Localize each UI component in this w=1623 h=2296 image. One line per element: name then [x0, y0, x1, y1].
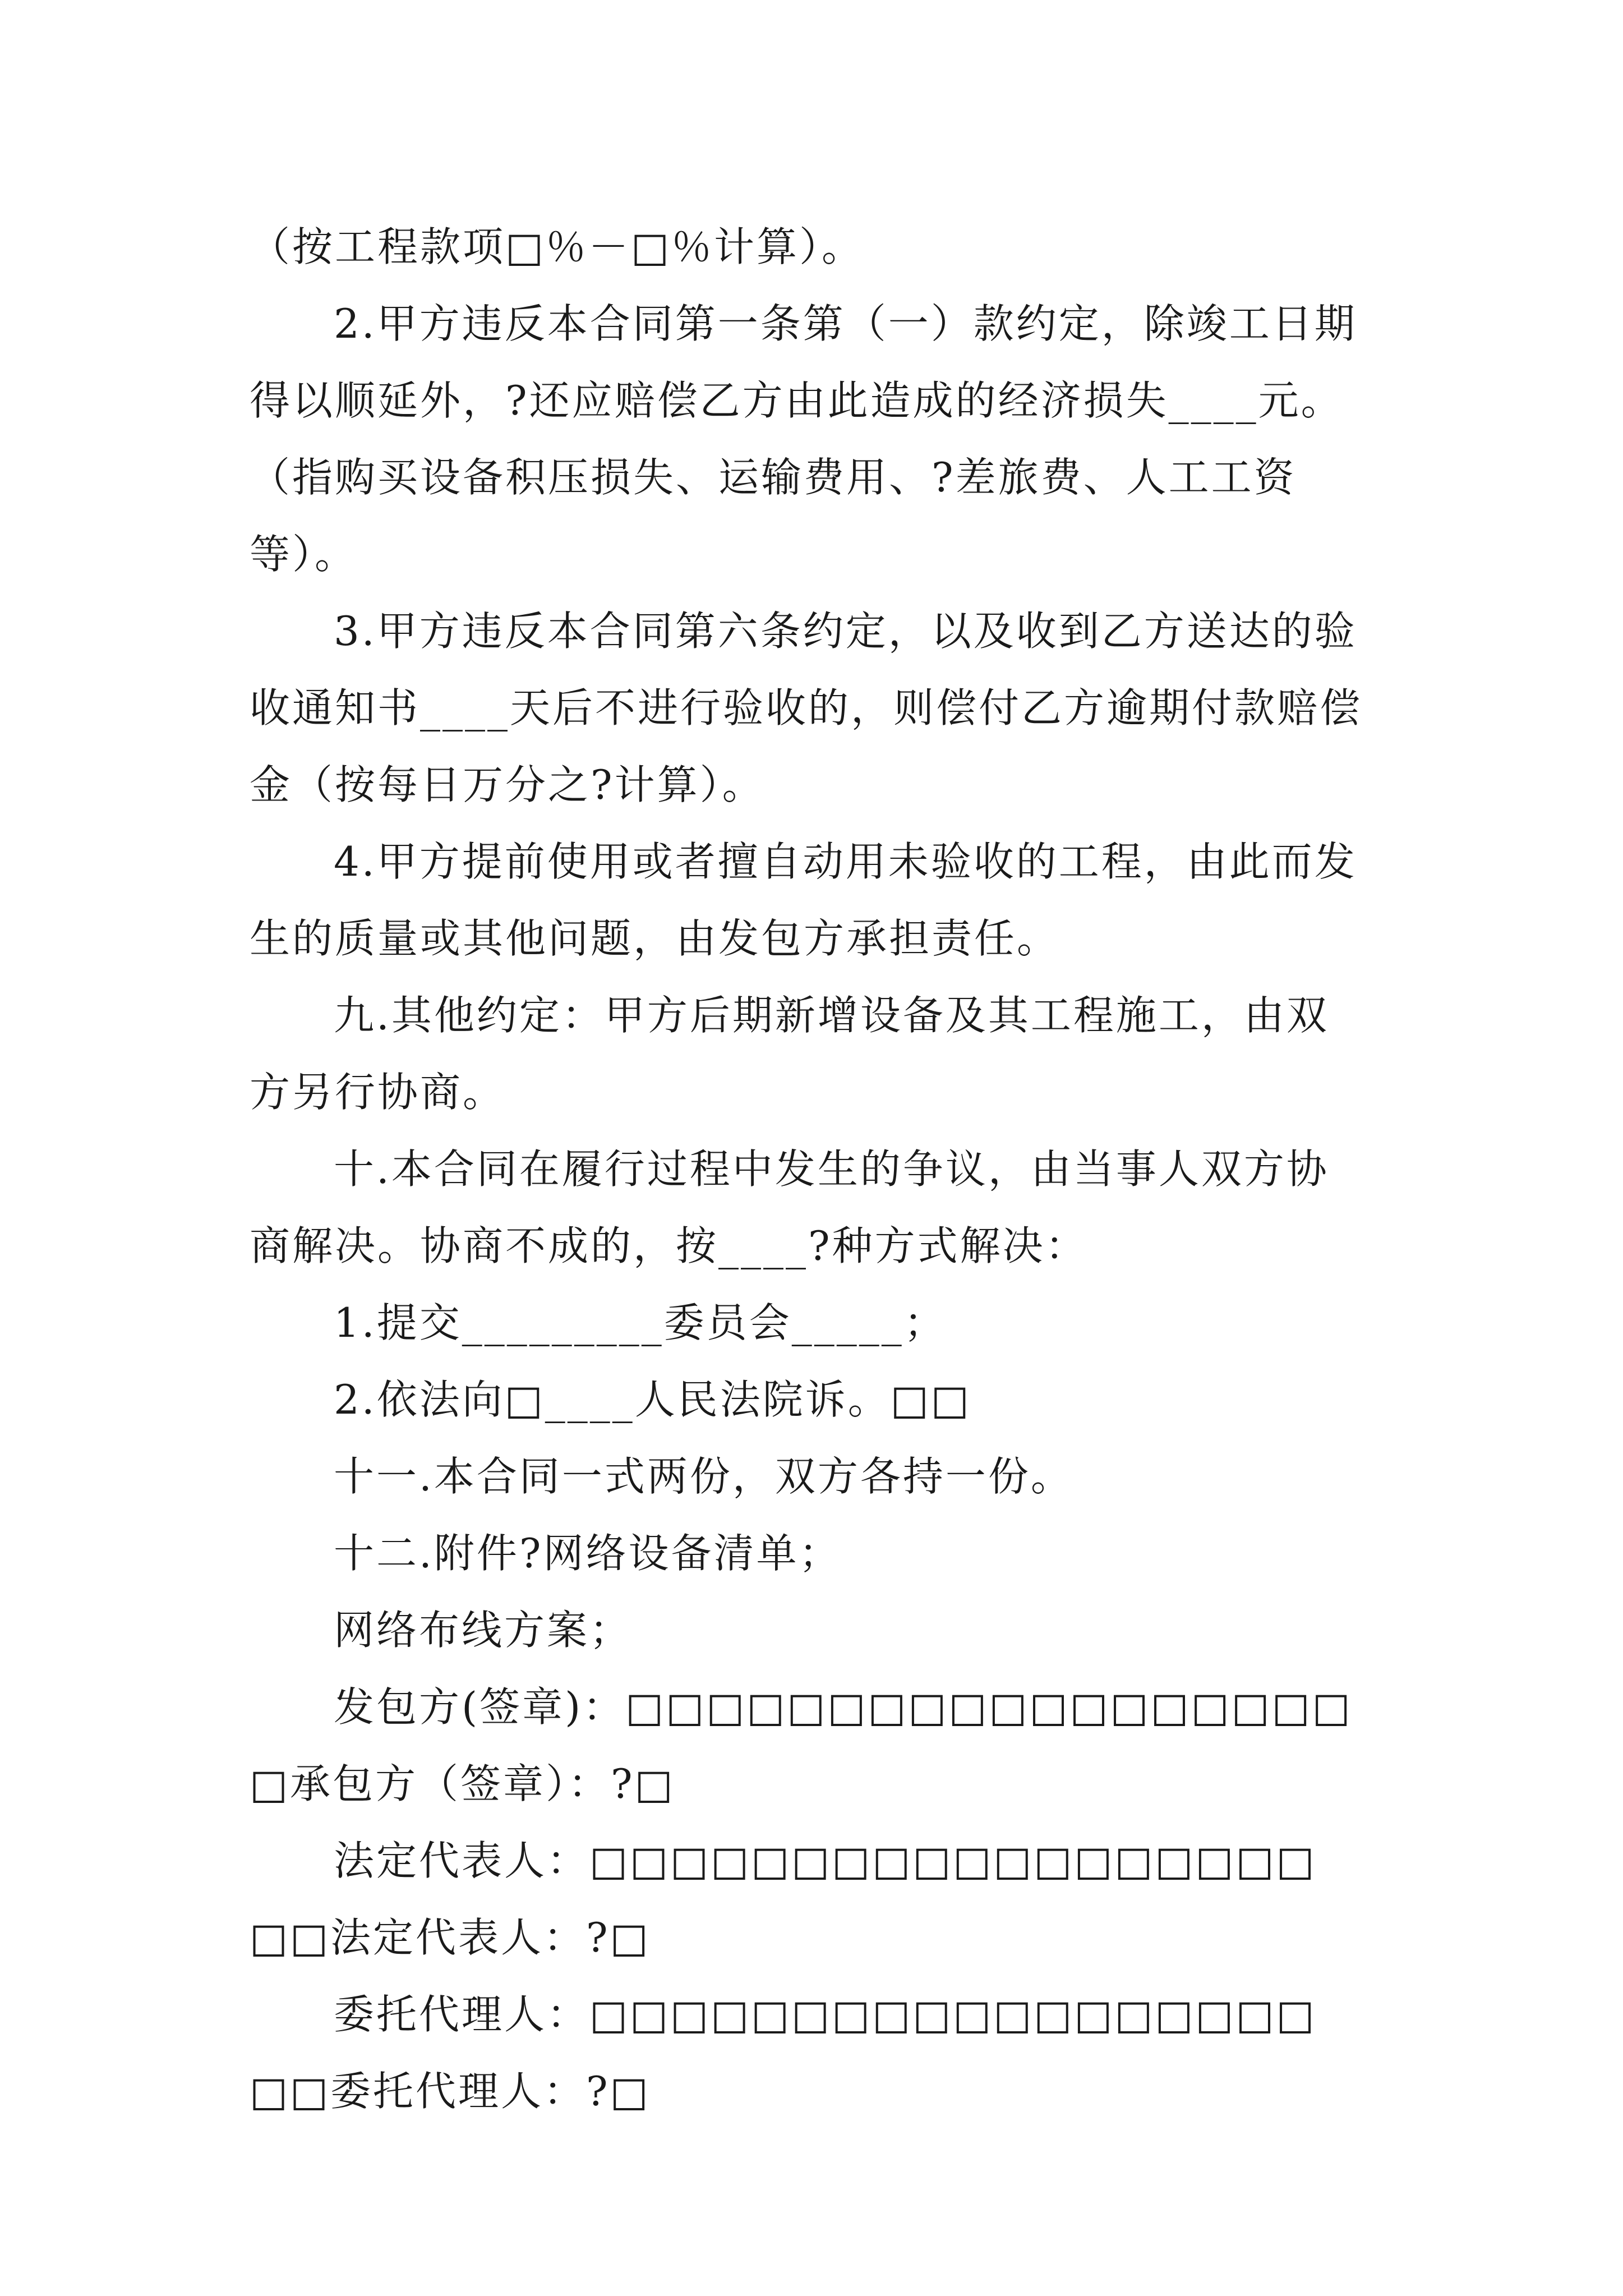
- text-line: 九.其他约定：甲方后期新增设备及其工程施工，由双: [334, 992, 1329, 1039]
- text-line: 生的质量或其他问题，由发包方承担责任。: [250, 915, 1060, 962]
- text-line: 1.提交_________委员会_____；: [334, 1299, 947, 1346]
- signature-line: 法定代表人：□□□□□□□□□□□□□□□□□□: [334, 1837, 1317, 1884]
- text-line: 2.依法向□____人民法院诉。□□: [334, 1376, 971, 1423]
- text-line: 方另行协商。: [250, 1069, 506, 1116]
- text-line: 网络布线方案；: [334, 1607, 633, 1654]
- text-line: 2.甲方违反本合同第一条第（一）款约定，除竣工日期: [334, 300, 1357, 347]
- text-line: 金（按每日万分之?计算）。: [250, 761, 765, 808]
- text-line: 商解决。协商不成的，按____?种方式解决：: [250, 1222, 1088, 1269]
- signature-line: □承包方（签章）：?□: [250, 1760, 675, 1807]
- text-line: 得以顺延外，?还应赔偿乙方由此造成的经济损失____元。: [250, 377, 1344, 424]
- text-line: 十二.附件?网络设备清单；: [334, 1530, 842, 1577]
- text-line: 十.本合同在履行过程中发生的争议，由当事人双方协: [334, 1145, 1329, 1193]
- document-body: [250, 209, 1388, 2130]
- text-line: （指购买设备积压损失、运输费用、?差旅费、人工工资等）。: [250, 454, 1297, 578]
- signature-line: 发包方(签章)：□□□□□□□□□□□□□□□□□□: [334, 1683, 1353, 1731]
- text-line: （按工程款项□％－□％计算）。: [250, 223, 865, 270]
- signature-line: □□法定代表人：?□: [250, 1914, 651, 1961]
- signature-line: □□委托代理人：?□: [250, 2068, 651, 2115]
- text-line: 4.甲方提前使用或者擅自动用未验收的工程，由此而发: [334, 838, 1357, 885]
- signature-line: 委托代理人：□□□□□□□□□□□□□□□□□□: [334, 1991, 1317, 2038]
- text-line: 收通知书____天后不进行验收的，则偿付乙方逾期付款赔偿: [250, 684, 1363, 731]
- text-line: 十一.本合同一式两份，双方各持一份。: [334, 1453, 1073, 1500]
- text-line: 3.甲方违反本合同第六条约定，以及收到乙方送达的验: [334, 608, 1357, 655]
